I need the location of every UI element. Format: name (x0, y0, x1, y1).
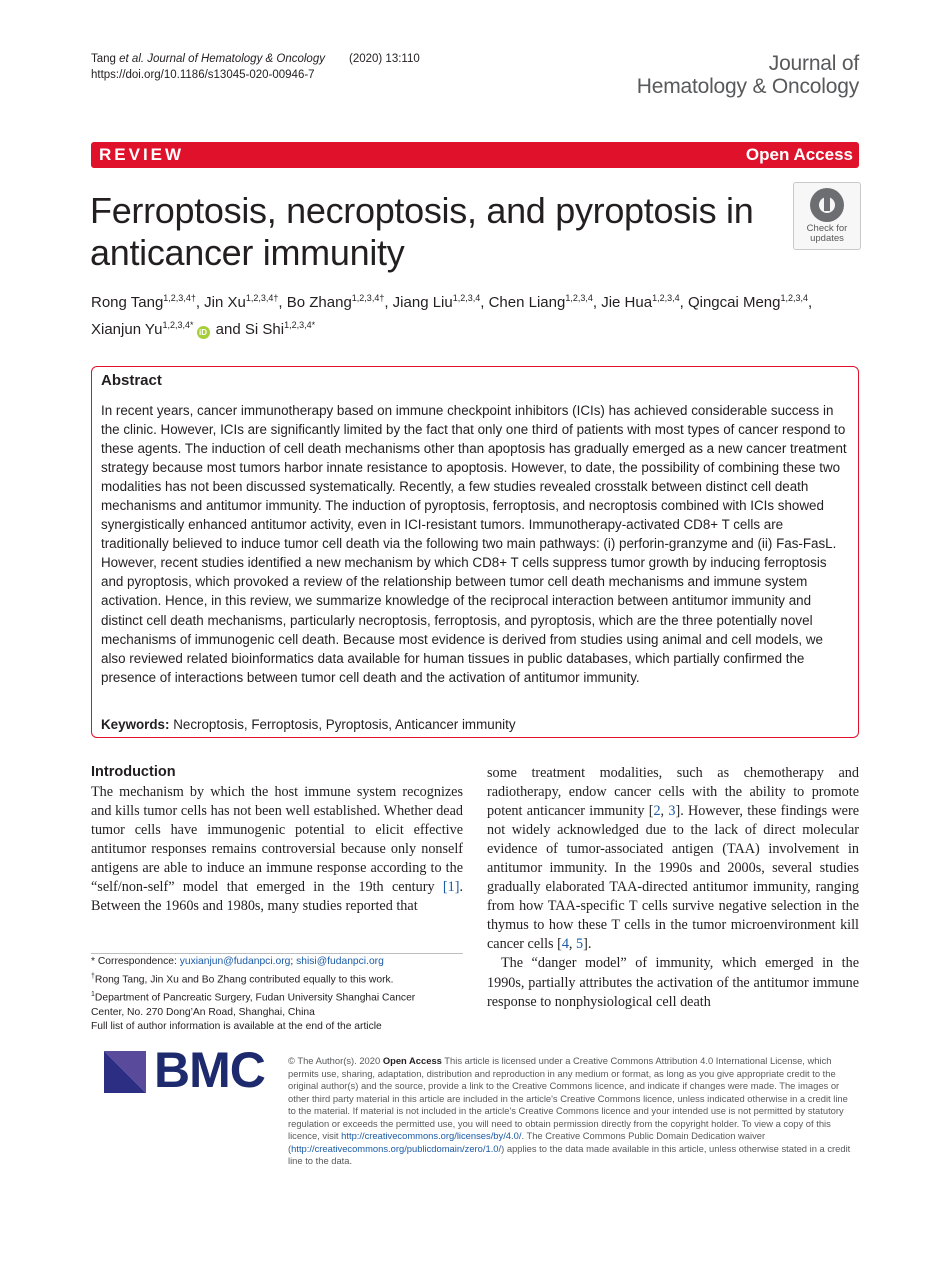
paragraph-text: ]. (583, 936, 592, 953)
author-name[interactable]: Jin Xu (204, 294, 246, 311)
author-affiliation: 1,2,3,4† (351, 293, 385, 303)
author-list (91, 287, 861, 341)
keywords-list: Necroptosis, Ferroptosis, Pyroptosis, Anticancer immunity (173, 717, 516, 732)
running-header (91, 51, 420, 83)
section-heading-introduction: Introduction (91, 764, 176, 780)
author-name[interactable]: Rong Tang (91, 294, 164, 311)
author-affiliation: 1,2,3,4† (245, 293, 279, 303)
body-column-right (487, 764, 859, 1012)
footnote-divider (91, 953, 463, 954)
author-name[interactable]: Jie Hua (601, 294, 653, 311)
author-info-note: Full list of author information is available at the end of the article (91, 1021, 382, 1033)
author-line-2 (91, 314, 861, 341)
license-body-3: ) applies to the data made available in this article, unless otherwise stated in a credit line to the data. (288, 1142, 851, 1167)
paragraph-text: some treatment modalities, such as chemotherapy and radiotherapy, endow cancer cells with the ability to promote potent anticancer immunity [ (487, 765, 859, 820)
paragraph: The “danger model” of immunity, which emerged in the 1990s, partially attributes the activation of the antitumor immune response to nonphysiological cell death (487, 955, 859, 1010)
body-column-left (91, 783, 463, 916)
email-link[interactable]: shisi@fudanpci.org (296, 956, 384, 967)
orcid-icon[interactable]: iD (197, 326, 210, 339)
email-link[interactable]: yuxianjun@fudanpci.org (179, 956, 291, 967)
cc-zero-link[interactable]: http://creativecommons.org/publicdomain/zero/1.0/ (291, 1142, 502, 1154)
citation-year: (2020) 13:110 (348, 53, 420, 65)
check-updates-line2: updates (810, 233, 844, 244)
article-title: Ferroptosis, necroptosis, and pyroptosis in anticancer immunity (90, 190, 754, 273)
author-name[interactable]: Jiang Liu (392, 294, 453, 311)
check-updates-line1: Check for (806, 223, 848, 234)
equal-contribution-note: †Rong Tang, Jin Xu and Bo Zhang contributed equally to this work. (91, 972, 394, 986)
cc-by-link[interactable]: http://creativecommons.org/licenses/by/4.0/ (341, 1130, 522, 1142)
journal-logo (637, 52, 859, 98)
journal-logo-line2: Hematology & Oncology (636, 75, 859, 98)
abstract-heading: Abstract (101, 372, 162, 389)
check-for-updates-button[interactable] (793, 182, 861, 250)
citation-prefix: Tang (91, 53, 120, 65)
author-affiliation: 1,2,3,4* (284, 320, 316, 330)
affiliation-text-2: Center, No. 270 Dong’An Road, Shanghai, China (91, 1006, 315, 1018)
paragraph (91, 783, 463, 916)
citation-link[interactable]: [1] (442, 879, 460, 896)
paragraph-text: . Between the 1960s and 1980s, many studies reported that (91, 879, 463, 915)
author-name[interactable]: Xianjun Yu (91, 321, 163, 338)
citation-line (91, 51, 420, 67)
open-access-label: Open Access (745, 145, 853, 164)
license-text (288, 1055, 858, 1168)
keywords (101, 715, 516, 734)
correspondence: * Correspondence: yuxianjun@fudanpci.org; shisi@fudanpci.org (91, 956, 384, 967)
author-conjunction: and (215, 321, 241, 338)
paragraph-text: The mechanism by which the host immune system recognizes and kills tumor cells has not been well established. Whether dead tumor cells have immunogenic potential to elicit effective antitumor responses remains controversial because only nonself antigens are able to induce an immune response according to the “self/non-self” model that emerged in the 19th century (91, 784, 463, 896)
author-name[interactable]: Bo Zhang (286, 294, 352, 311)
correspondence-label: * Correspondence: (91, 956, 180, 967)
paragraph-text: ]. However, these findings were not widely acknowledged due to the lack of direct molecular evidence of tumor-associated antigen (TAA) involvement in antitumor immunity. In the 1990s and 2000s, several studies gradually elaborated TAA-directed antitumor immunity, ranging from how TAA-specific T cells survive negative selection in the thymus to how these T cells in the tumor microenvironment kill cancer cells [ (487, 803, 860, 953)
author-affiliation: 1,2,3,4 (452, 293, 481, 303)
bmc-logo-text: BMC (154, 1042, 265, 1098)
license-body-2: . The Creative Commons Public Domain Dedication waiver ( (288, 1130, 766, 1154)
copyright: © The Author(s). 2020 (288, 1055, 381, 1066)
citation-link[interactable]: 3 (668, 803, 676, 820)
author-affiliation: 1,2,3,4† (163, 293, 196, 303)
keywords-label: Keywords: (101, 717, 170, 732)
paragraph: some treatment modalities, such as chemotherapy and radiotherapy, endow cancer cells with the ability to promote potent anticancer immunity [2, 3]. However, these findings were not widely acknowledged due to the lack of direct molecular evidence of tumor-associated antigen (TAA) involvement in antitumor immunity. In the 1990s and 2000s, several studies gradually elaborated TAA-directed antitumor immunity, ranging from how TAA-specific T cells survive negative selection in the thymus to how these T cells in the tumor microenvironment kill cancer cells [4, 5]. (487, 765, 860, 953)
author-affiliation: 1,2,3,4 (565, 293, 593, 303)
article-type-banner (91, 142, 859, 168)
author-affiliation: 1,2,3,4 (652, 293, 680, 303)
affiliation-note: $^1$Department of Pancreatic Surgery, Fudan University Shanghai Cancer (91, 990, 416, 1004)
abstract-text: In recent years, cancer immunotherapy based on immune checkpoint inhibitors (ICIs) has achieved considerable success in the clinic. However, ICIs are significantly limited by the fact that only one third of patients with most types of cancer respond to these agents. The induction of cell death mechanisms other than apoptosis has gradually emerged as a new cancer treatment strategy because most tumors harbor innate resistance to apoptosis. However, to date, the possibility of combining these two modalities has not been discussed systematically. Recently, a few studies revealed crosstalk between distinct cell death mechanisms and antitumor immunity. The induction of pyroptosis, ferroptosis, and necroptosis combined with ICIs showed synergistically enhanced antitumor activity, even in ICI-resistant tumors. Immunotherapy-activated CD8+ T cells are traditionally believed to induce tumor cell death via the following two main pathways: (i) perforin-granzyme and (ii) Fas-FasL. However, recent studies identified a new mechanism by which CD8+ T cells suppress tumor growth by inducing ferroptosis and pyroptosis, which provoked a review of the relationship between tumor cell death mechanisms and immune system activation. Hence, in this review, we summarize knowledge of the reciprocal interaction between antitumor immunity and distinct cell death mechanisms, particularly necroptosis, ferroptosis, and pyroptosis, which are the three potentially novel mechanisms of immunogenic cell death. Because most evidence is derived from studies using animal and cell models, we also reviewed related bioinformatics data available for human tissues in public databases, which partially confirmed the presence of interactions between tumor cell death and the activation of antitumor immunity. (101, 403, 847, 685)
citation-link[interactable]: 5 (576, 936, 584, 953)
author-affiliation: 1,2,3,4 (780, 293, 809, 303)
equal-contribution-text: Rong Tang, Jin Xu and Bo Zhang contributed equally to this work. (94, 974, 394, 986)
license-body: This article is licensed under a Creative Commons Attribution 4.0 International License, which permits use, sharing, adaptation, distribution and reproduction in any medium or format, as long as you give appropriate credit to the original author(s) and the source, provide a link to the Creative Commons licence, and indicate if changes were made. The images or other third party material in this article are included in the article's Creative Commons licence, unless indicated otherwise in a credit line to the material. If material is not included in the article's Creative Commons licence and your intended use is not permitted by statutory regulation or exceeds the permitted use, you will need to obtain permission directly from the copyright holder. To view a copy of this licence, visit (288, 1055, 848, 1142)
citation-link[interactable]: 4 (561, 936, 569, 953)
author-affiliation: 1,2,3,4* (162, 320, 194, 330)
doi-link[interactable]: https://doi.org/10.1186/s13045-020-00946-7 (91, 69, 315, 81)
license-open-access: Open Access (382, 1055, 442, 1066)
author-name[interactable]: Chen Liang (488, 294, 566, 311)
footnotes (91, 955, 471, 1035)
author-line-1: Rong Tang$^{1,2,3,4\dagger}$, Jin $Xu^{1,2,3,4\dagger}$, Bo Zhang$^{1,2,3,4\dagger}$, Jiang Liu$^{1,2,3,4}$, Chen Liang$^{1,2,3,4}$, Jie Hua$^{1,2,3,4}$, Qingcai Meng$^{1,2,3,4}$, (91, 293, 813, 311)
bmc-logo[interactable] (104, 1042, 266, 1098)
article-type-label: REVIEW (99, 145, 185, 164)
bookmark-icon (810, 188, 844, 222)
citation-journal: et al. Journal of Hematology & Oncology (119, 53, 325, 65)
journal-logo-line1: Journal of (768, 52, 859, 75)
author-name[interactable]: Qingcai Meng (687, 294, 781, 311)
author-name[interactable]: Si Shi (244, 321, 285, 338)
citation-link[interactable]: 2 (653, 803, 661, 820)
affiliation-text: Department of Pancreatic Surgery, Fudan University Shanghai Cancer (94, 992, 416, 1004)
